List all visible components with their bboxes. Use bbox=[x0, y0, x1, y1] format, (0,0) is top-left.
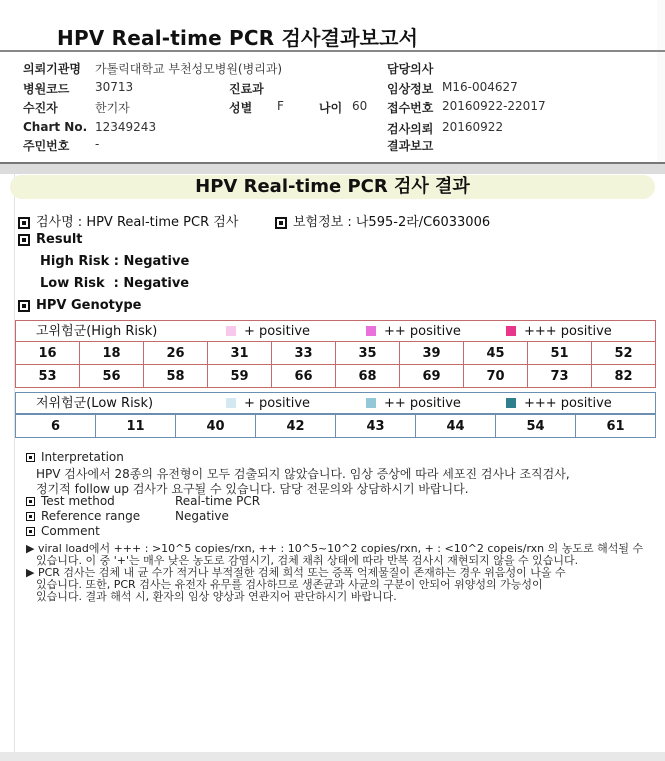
comment-bullet-2-line-1: ▶ PCR 검사는 검체 내 균 수가 적거나 부적절한 검체 희석 또는 증폭 억제물질이 존재하는 경우 위음성이 나올 수 bbox=[26, 566, 566, 579]
bullet-square-icon bbox=[26, 512, 35, 521]
institution-value: 가톨릭대학교 부천성모병원(병리과) bbox=[95, 62, 283, 76]
result-heading-text: Result bbox=[36, 232, 83, 247]
bullet-square-icon bbox=[26, 453, 35, 462]
test-name-text: 검사명 : HPV Real-time PCR 검사 bbox=[36, 215, 239, 230]
genotype-heading-text: HPV Genotype bbox=[36, 298, 142, 313]
genotype-cell: 58 bbox=[144, 365, 208, 388]
chart-no-label: Chart No. bbox=[23, 120, 88, 134]
genotype-cell: 54 bbox=[496, 415, 576, 438]
request-value: 20160922 bbox=[442, 120, 504, 134]
bullet-square-icon bbox=[18, 300, 30, 312]
test-method-label bbox=[26, 494, 115, 508]
legend-plus-plus bbox=[366, 393, 461, 415]
genotype-cell: 68 bbox=[336, 365, 400, 388]
genotype-cell: 82 bbox=[592, 365, 656, 388]
genotype-cell: 31 bbox=[208, 342, 272, 365]
chart-no-value: 12349243 bbox=[95, 120, 157, 134]
bullet-square-icon bbox=[18, 234, 30, 246]
bullet-square-icon bbox=[18, 217, 30, 229]
genotype-cell: 6 bbox=[16, 415, 96, 438]
swatch-plusplus-icon bbox=[366, 326, 376, 336]
genotype-cell: 35 bbox=[336, 342, 400, 365]
low-risk-genotype-table bbox=[15, 414, 656, 438]
patient-label: 수진자 bbox=[23, 101, 58, 115]
request-label: 검사의뢰 bbox=[387, 122, 434, 136]
genotype-cell: 16 bbox=[16, 342, 80, 365]
sex-value: F bbox=[277, 99, 284, 113]
age-value: 60 bbox=[352, 99, 368, 113]
legend-plusplusplus-label: +++ positive bbox=[524, 396, 612, 411]
test-name-line bbox=[18, 211, 238, 230]
bullet-square-icon bbox=[26, 527, 35, 536]
genotype-cell: 43 bbox=[336, 415, 416, 438]
genotype-cell: 52 bbox=[592, 342, 656, 365]
legend-plus-label: + positive bbox=[244, 396, 311, 411]
genotype-cell: 73 bbox=[528, 365, 592, 388]
clinical-info-label: 임상정보 bbox=[387, 82, 434, 96]
high-risk-group-label: 고위험군(High Risk) bbox=[36, 324, 158, 339]
hospital-code-label: 병원코드 bbox=[23, 82, 70, 96]
sex-label: 성별 bbox=[229, 101, 253, 115]
gray-band bbox=[0, 164, 665, 174]
comment-bullet-1-line-2: 있습니다. 이 중 '+'는 매우 낮은 농도로 감염시기, 검체 채취 상태에 따라 반복 검사시 재현되지 않을 수 있습니다. bbox=[36, 554, 579, 567]
bottom-edge bbox=[0, 752, 665, 761]
interpretation-line-2: 정기적 follow up 검사가 요구될 수 있습니다. 담당 전문의와 상담하시기 바랍니다. bbox=[36, 482, 469, 496]
genotype-cell: 44 bbox=[416, 415, 496, 438]
result-heading bbox=[18, 232, 83, 247]
bullet-square-icon bbox=[26, 497, 35, 506]
patient-value: 한기자 bbox=[95, 101, 130, 115]
test-method-label-text: Test method bbox=[41, 494, 115, 508]
legend-plus bbox=[226, 321, 310, 343]
low-risk-group-label: 저위험군(Low Risk) bbox=[36, 396, 154, 411]
result-banner-title: HPV Real-time PCR 검사 결과 bbox=[195, 176, 470, 197]
genotype-cell: 70 bbox=[464, 365, 528, 388]
table-row bbox=[16, 342, 656, 365]
receipt-value: 20160922-22017 bbox=[442, 99, 546, 113]
attending-label: 담당의사 bbox=[387, 62, 434, 76]
genotype-cell: 33 bbox=[272, 342, 336, 365]
table-row bbox=[16, 365, 656, 388]
legend-plus-plus bbox=[366, 321, 461, 343]
comment-bullet-2-line-2: 있습니다. 또한, PCR 검사는 유전자 유무를 검사하므로 생존균과 사균의 구분이 안되어 위양성의 가능성이 bbox=[36, 578, 543, 591]
high-risk-genotype-table bbox=[15, 341, 656, 388]
high-risk-result: High Risk : Negative bbox=[40, 254, 190, 269]
interpretation-heading-text: Interpretation bbox=[41, 450, 124, 464]
legend-plusplus-label: ++ positive bbox=[384, 396, 461, 411]
legend-plus-plus-plus bbox=[506, 321, 612, 343]
comment-heading bbox=[26, 524, 100, 538]
legend-plusplus-label: ++ positive bbox=[384, 324, 461, 339]
insurance-line bbox=[275, 211, 490, 230]
legend-plus bbox=[226, 393, 310, 415]
low-risk-result: Low Risk : Negative bbox=[40, 276, 190, 291]
insurance-text: 보험정보 : 나595-2라/C6033006 bbox=[293, 215, 491, 230]
hospital-code-value: 30713 bbox=[95, 80, 134, 94]
swatch-plus-icon bbox=[226, 326, 236, 336]
genotype-cell: 53 bbox=[16, 365, 80, 388]
swatch-plusplus-icon bbox=[366, 398, 376, 408]
swatch-plusplusplus-icon bbox=[506, 398, 516, 408]
swatch-plusplusplus-icon bbox=[506, 326, 516, 336]
swatch-plus-icon bbox=[226, 398, 236, 408]
genotype-cell: 69 bbox=[400, 365, 464, 388]
legend-plus-plus-plus bbox=[506, 393, 612, 415]
low-risk-legend-row bbox=[15, 392, 656, 414]
reference-range-label bbox=[26, 509, 140, 523]
genotype-heading bbox=[18, 298, 141, 313]
department-label: 진료과 bbox=[229, 82, 264, 96]
legend-plus-label: + positive bbox=[244, 324, 311, 339]
receipt-label: 접수번호 bbox=[387, 101, 434, 115]
header-divider bbox=[0, 50, 665, 52]
genotype-cell: 45 bbox=[464, 342, 528, 365]
reference-range-value: Negative bbox=[175, 509, 229, 523]
rrn-value: - bbox=[95, 137, 100, 151]
result-report-label: 결과보고 bbox=[387, 139, 434, 153]
genotype-cell: 39 bbox=[400, 342, 464, 365]
comment-bullet-1-line-1: ▶ viral load에서 +++ : >10^5 copies/rxn, ++ : 10^5~10^2 copies/rxn, + : <10^2 copeis/rxn 의 농도로 해석될 수 bbox=[26, 542, 644, 555]
genotype-cell: 42 bbox=[256, 415, 336, 438]
legend-plusplusplus-label: +++ positive bbox=[524, 324, 612, 339]
genotype-cell: 40 bbox=[176, 415, 256, 438]
genotype-cell: 26 bbox=[144, 342, 208, 365]
genotype-cell: 18 bbox=[80, 342, 144, 365]
clinical-info-value: M16-004627 bbox=[442, 80, 518, 94]
genotype-cell: 66 bbox=[272, 365, 336, 388]
age-label: 나이 bbox=[319, 101, 343, 115]
high-risk-legend-row bbox=[15, 320, 656, 342]
genotype-cell: 56 bbox=[80, 365, 144, 388]
table-row bbox=[16, 415, 656, 438]
report-title: HPV Real-time PCR 검사결과보고서 bbox=[57, 26, 419, 50]
institution-label: 의뢰기관명 bbox=[23, 62, 81, 76]
test-method-value: Real-time PCR bbox=[175, 494, 261, 508]
genotype-cell: 51 bbox=[528, 342, 592, 365]
genotype-cell: 59 bbox=[208, 365, 272, 388]
comment-heading-text: Comment bbox=[41, 524, 100, 538]
comment-bullet-2-line-3: 있습니다. 결과 해석 시, 환자의 임상 양상과 연관지어 판단하시기 바랍니다. bbox=[36, 590, 397, 603]
reference-range-label-text: Reference range bbox=[41, 509, 141, 523]
interpretation-heading bbox=[26, 450, 124, 464]
genotype-cell: 11 bbox=[96, 415, 176, 438]
genotype-cell: 61 bbox=[576, 415, 656, 438]
interpretation-line-1: HPV 검사에서 28종의 유전형이 모두 검출되지 않았습니다. 임상 증상에 따라 세포진 검사나 조직검사, bbox=[36, 467, 570, 481]
rrn-label: 주민번호 bbox=[23, 139, 70, 153]
bullet-square-icon bbox=[275, 217, 287, 229]
